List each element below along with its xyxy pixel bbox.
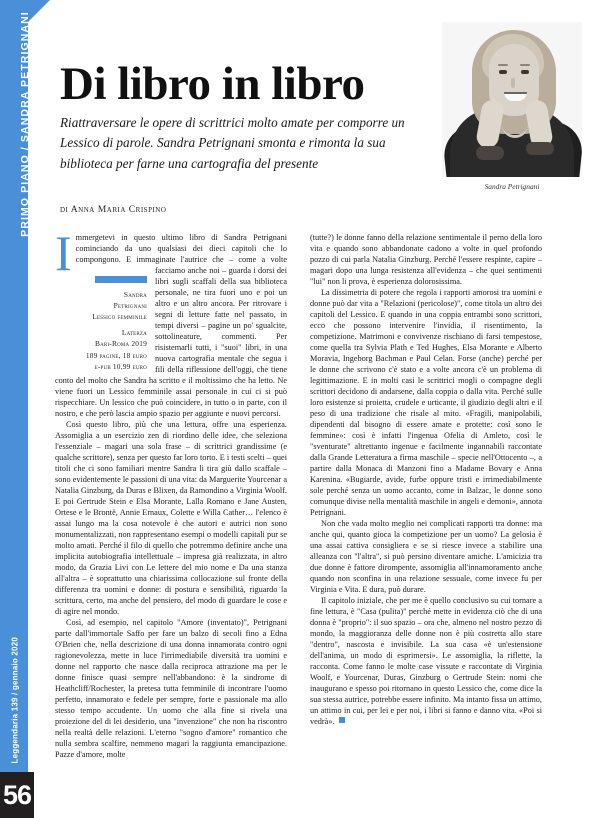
- book-publisher: Laterza: [121, 328, 147, 338]
- accent-rule: [95, 276, 147, 283]
- paragraph-text: Il capitolo iniziale, che per me è quello conclusivo su cui tornare a fine lettura, è "Casa (pulita)" perché mette in evidenza ciò che di una donna è "proprio": il suo spazio – ora che, almeno nel nostro pezzo di mondo, la maggioranza delle donne non è più costretta allo stare "dentro", nascosta e invisibile. La sua casa «è un'estensione dell'anima, un modo di esprimersi». Le assomiglia, la riflette, la racconta. Come fanno le molte case vissute e raccontate di Virginia Woolf, e Yourcenar, Duras, Ginzburg o Gertrude Stein: nomi che inaugurano e spesso poi ritornano in questo Lessico che, come dice la sua stessa autrice, potrebbe essere infinito. Ma intanto fissa un attimo, un attimo in cui, per lei e per noi, i libri si fanno e danno vita. «Poi si vedrà».: [310, 596, 542, 726]
- end-of-article-mark: [339, 717, 345, 723]
- section-label: PRIMO PIANO / SANDRA PETRIGNANI: [19, 11, 31, 237]
- book-title: Lessico femminile: [92, 312, 147, 322]
- paragraph: [310, 595, 542, 727]
- portrait-photo: [442, 22, 582, 177]
- article-page: [52, 0, 600, 818]
- paragraph: (tutte?) le donne fanno della relazione sentimentale il perno della loro vita e quando sono abbandonate cadono a volte in quel profondo pozzo di cui parla Natalia Ginzburg. Perché l'essere respinte, capire – magari dopo una lunga resistenza all'evidenza – che quei sentimenti "lui" non li prova, è esperienza dolorosissima.: [310, 233, 542, 286]
- paragraph: La dissimetria di potere che regola i rapporti amorosi tra uomini e donne può dar vita a "Relazioni (pericolose)", come titola un altro dei capitoli del Lessico. E quando in una coppia entrambi sono scrittori, ecco che possono intervenire l'invidia, il risentimento, la competizione. Matrimoni e convivenze rischiano di farsi tempestose, come quella tra Sylvia Plath e Ted Hughes, Elsa Morante e Alberto Moravia, Ingeborg Bachman e Paul Celan. Forse (anche) perché per le donne che scrivono c'è stato e a volte ancora c'è un problema di legittimazione. E in molti casi le scrittrici mogli o compagne degli scrittori decidono di andarsene, dalla coppia o dalla vita. Perché sulle loro esistenze si proietta, crudele e urticante, il giudizio degli altri e il peso di una tradizione che risale al mito. «Fragili, manipolabili, dipendenti dal bisogno di essere amate e protette: così sono le femmine»: così è infatti l'ingenua Ofelia di Amleto, così le "sventurate" altrettanto ingenue e facilmente ingannabili raccontate dalla Grande Letteratura a firma maschile – specie nell'Ottocento –, a partire dalla Monaca di Manzoni fino a Madame Bovary e Anna Karenina. «Bugiarde, avide, furbe oppure tristi e irrimediabilmente sole perché senza un uomo accanto, come in Balzac, le donne sono comunque divise nella mentalità maschile in angeli e demoni», annota Petrignani.: [310, 288, 542, 517]
- portrait-figure: [442, 22, 582, 191]
- column-right: [310, 232, 542, 792]
- page-title: Di libro in libro: [60, 58, 365, 111]
- book-info-block: [55, 276, 147, 372]
- paragraph: Così questo libro, più che una lettura, offre una esperienza. Assomiglia a un esercizio zen di riordino delle idee, che seleziona l'essenziale – magari una sola frase – di scrittrici grandissime (e qualche scrittore), senza per questo far loro torto. E i testi scelti – quei titoli che ci sono familiari mentre Sandra li tira giù dallo scaffale – sono evidentemente le passioni di una vita: da Marguerite Yourcenar a Natalia Ginzburg, da Duras e Blixen, da Ramondino a Virginia Woolf. E poi Gertrude Stein e Elsa Morante, Lalla Romano e Jane Austen, Ortese e le Brontë, Annie Ernaux, Colette e Willa Cather… l'elenco è assai lungo ma la cosa notevole è che autori e autrici non sono monumentalizzati, non rappresentano esempi o modelli capitali pur se molto amati. Perché il filo di quello che potremmo definire anche una implicita autobiografia intellettuale – impresa già realizzata, in altro modo, da Grazia Livi con Le lettere del mio nome e Da una stanza all'altra – è soprattutto una chiarissima collocazione sul fronte della differenza tra uomini e donne: di postura e sensibilità, riguardo la scrittura, certo, ma anche del pensiero, del modo di guardare le cose e di agire nel mondo.: [55, 420, 287, 616]
- portrait-caption: Sandra Petrignani: [484, 182, 540, 191]
- book-place-year: Bari-Roma 2019: [94, 339, 147, 349]
- rail-corner-cut: [28, 0, 50, 22]
- book-pages-price: 189 pagine, 18 euro: [85, 350, 147, 360]
- book-author-line2: Petrignani: [113, 301, 147, 311]
- book-epub-price: e-pub 10,99 euro: [94, 361, 147, 371]
- paragraph: mmergetevi in questo ultimo libro di Sandra Petrignani cominciando da uno qualsiasi dei dieci capitoli che lo compongono. E immaginate l'autrice che – come a volte facciamo anche noi – guarda i dorsi dei libri sugli scaffali della sua biblioteca personale, ne tira fuori uno e poi un altro e un altro ancora. Per ritrovare i segni di letture fatte nel passato, in tempi diversi – pagine un po' sgualcite, sottolineature, commenti. Per risistemarli tutti, i "suoi" libri, in una nuova cartografia mentale che segua i fili della riflessione dell'oggi, che tiene conto del molto che Sandra ha scritto e il moltissimo che ha letto. Ne viene fuori un Lessico femminile assai personale in cui ci si può rispecchiare. Un lessico che può coincidere, in tutto o in parte, con il nostro, e che però lascia ampio spazio per aggiunte e nuovi percorsi.: [55, 233, 287, 418]
- drop-cap: I: [55, 225, 72, 281]
- paragraph: Non che vada molto meglio nei complicati rapporti tra donne: ma anche qui, quanto gioca la competizione per un uomo? La gelosia è una assai cattiva consigliera e se si riesce invece a stabilire una alleanza con "l'altra", si può persino diventare amiche. L'amicizia tra due donne è fattore dirompente, assomiglia all'innamoramento anche quando non sconfina in una relazione sessuale, come invece fu per Virginia e Vita. E dura, può durare.: [310, 519, 542, 594]
- left-rail: [0, 0, 31, 818]
- issue-label: Leggendaria 139 / gennaio 2020: [10, 637, 20, 764]
- body-columns: [52, 225, 600, 792]
- book-author-line1: Sandra: [123, 290, 147, 299]
- byline: di Anna Maria Crispino: [60, 204, 167, 215]
- page-number: 56: [0, 772, 34, 818]
- standfirst: Riattraversare le opere di scrittrici molto amate per comporre un Lessico di parole. Sandra Petrignani smonta e rimonta la sua biblioteca per farne una cartografia del presente: [60, 115, 405, 171]
- column-left: [55, 225, 287, 792]
- paragraph: Così, ad esempio, nel capitolo "Amore (inventato)", Petrignani parte dall'immortale Saffo per fare un balzo di secoli fino a Edna O'Brien che, nella descrizione di una donna innamorata contro ogni ragionevolezza, mette in luce l'irrimediabile diversità tra uomini e donne nel rapporto che nasce dalla reciproca attrazione ma per le donne finisce quasi sempre nell'abbandono: è la sindrome di Heathcliff/Rochester, la pretesa tutta femminile di incontrare l'uomo perfetto, innamorato e fedele per sempre, forte e passionale ma allo stesso tempo accudente. Un uomo che alla fine si rivela una proiezione del di lei desiderio, una "invenzione" che non ha riscontro nella realtà delle relazioni. L'eterno "sogno d'amore" romantico che nulla sembra scalfire, nemmeno magari la raggiunta emancipazione. Pazze d'amore, molte: [55, 618, 287, 759]
